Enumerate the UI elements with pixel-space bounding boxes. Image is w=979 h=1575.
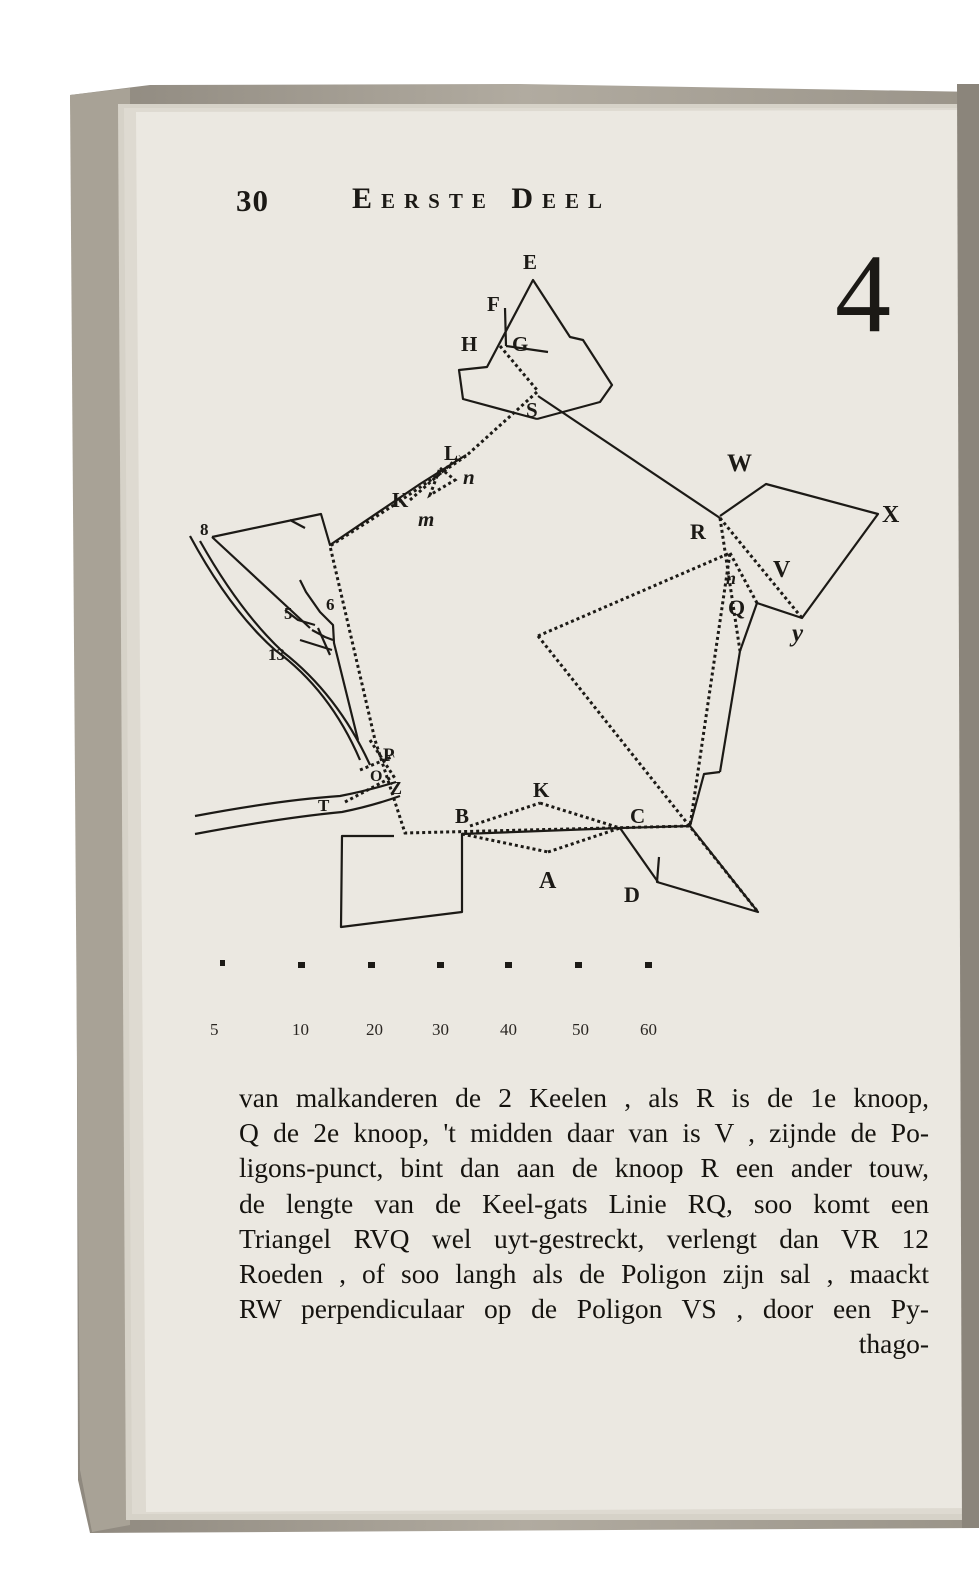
text-line: Roeden , of soo langh als de Poligon zijn sal , maackt bbox=[239, 1258, 929, 1290]
label-X: X bbox=[882, 502, 900, 528]
running-title: Eerste Deel bbox=[352, 182, 612, 215]
text-line: thago- bbox=[858, 1328, 929, 1360]
label-C: C bbox=[630, 804, 646, 828]
label-8: 8 bbox=[200, 520, 209, 539]
label-F: F bbox=[487, 292, 500, 316]
scale-label: 5 bbox=[210, 1020, 219, 1039]
bastion-outlines bbox=[190, 280, 878, 927]
label-Y: y bbox=[792, 620, 804, 647]
label-Z: Z bbox=[390, 778, 403, 798]
body-text bbox=[239, 1080, 929, 1362]
label-G: G bbox=[512, 332, 529, 356]
label-K-upper: K bbox=[392, 488, 409, 512]
label-S: S bbox=[526, 398, 538, 422]
scale-label: 50 bbox=[572, 1020, 589, 1039]
scale-label: 60 bbox=[640, 1020, 657, 1039]
scale-label: 30 bbox=[432, 1020, 449, 1039]
text-line: ligons-punct, bint dan aan de knoop R een ander touw, bbox=[239, 1152, 929, 1184]
label-L: L bbox=[444, 441, 459, 465]
label-E: E bbox=[523, 250, 538, 274]
label-R: R bbox=[690, 519, 706, 544]
label-K-lower: K bbox=[533, 778, 550, 802]
scale-label: 10 bbox=[292, 1020, 309, 1039]
text-line: de lengte van de Keel-gats Linie RQ, soo komt een bbox=[239, 1187, 929, 1219]
scale-label: 40 bbox=[500, 1020, 517, 1039]
label-13: 13 bbox=[268, 645, 285, 664]
label-O: O bbox=[370, 768, 383, 785]
scale-dots bbox=[220, 960, 652, 968]
scale-label: 20 bbox=[366, 1020, 383, 1039]
label-6: 6 bbox=[326, 595, 335, 614]
label-m: m bbox=[418, 507, 435, 531]
label-T: T bbox=[318, 796, 330, 815]
plate-number: 4 bbox=[835, 232, 891, 356]
construction-lines bbox=[330, 346, 802, 912]
label-Q: Q bbox=[728, 595, 746, 620]
text-line: Q de 2e knoop, 't midden daar van is V , zijnde de Po- bbox=[239, 1117, 929, 1149]
label-n: n bbox=[463, 465, 475, 489]
label-V: V bbox=[773, 557, 791, 583]
page-number: 30 bbox=[236, 183, 269, 218]
text-line: RW perpendiculaar op de Poligon VS , door een Py- bbox=[239, 1293, 929, 1325]
label-D: D bbox=[624, 882, 640, 907]
label-W: W bbox=[727, 450, 752, 477]
label-H: H bbox=[461, 332, 478, 356]
text-line: van malkanderen de 2 Keelen , als R is de 1e knoop, bbox=[239, 1082, 929, 1113]
label-n-lower: n bbox=[726, 568, 737, 588]
label-B: B bbox=[455, 804, 470, 828]
label-A: A bbox=[539, 868, 557, 894]
label-5: 5 bbox=[284, 604, 293, 623]
label-P: P bbox=[383, 745, 395, 766]
text-line: Triangel RVQ wel uyt-gestreckt, verlengt dan VR 12 bbox=[239, 1222, 929, 1254]
